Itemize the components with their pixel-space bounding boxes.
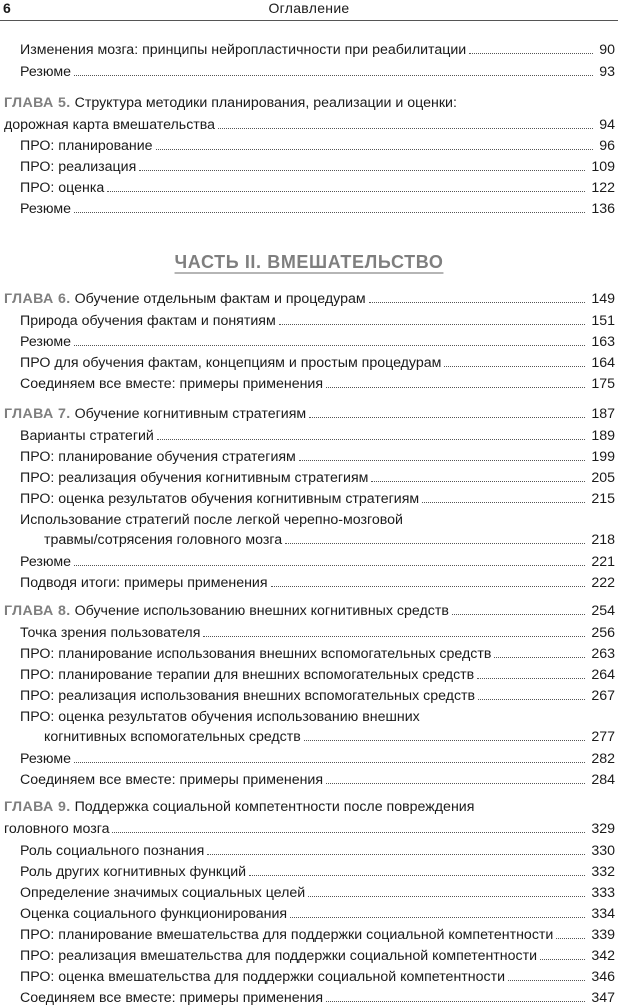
entry-text: Изменения мозга: принципы нейропластичности при реабилитации	[20, 42, 467, 58]
toc-entry	[0, 623, 618, 643]
toc-entry	[0, 862, 618, 882]
toc-entry	[0, 707, 618, 727]
toc-entry	[0, 727, 618, 747]
toc-entry-title	[4, 404, 306, 424]
toc-entry-title	[20, 468, 368, 488]
entry-text: Определение значимых социальных целей	[20, 885, 306, 901]
page-ref: 284	[591, 772, 615, 788]
entry-text: Обучение отдельным фактам и процедурам	[74, 291, 366, 307]
page-ref: 94	[599, 117, 615, 133]
page-ref: 347	[591, 990, 615, 1006]
dot-leader	[218, 128, 593, 129]
toc-entry	[0, 819, 618, 839]
page-ref: 263	[591, 646, 615, 662]
toc-entry-title	[20, 353, 441, 373]
page-ref: 93	[599, 64, 615, 80]
toc-chapter-entry	[0, 289, 618, 309]
toc-entry	[0, 353, 618, 373]
entry-text: ПРО: реализация использования внешних вспомогательных средств	[20, 688, 476, 704]
toc-entry-title	[20, 136, 153, 156]
toc-entry-title	[20, 447, 296, 467]
toc-entry-title	[20, 749, 71, 769]
toc-entry	[0, 904, 618, 924]
toc-chapter-entry	[0, 93, 618, 113]
entry-text: головного мозга	[4, 821, 110, 837]
dot-leader	[309, 417, 585, 418]
entry-text: ПРО для обучения фактам, концепциям и простым процедурам	[20, 355, 442, 371]
page-ref: 339	[591, 927, 615, 943]
page-ref: 329	[591, 821, 615, 837]
toc-entry	[0, 311, 618, 331]
entry-text: Резюме	[20, 751, 72, 767]
toc-entry-title	[20, 946, 537, 966]
toc-entry	[0, 199, 618, 219]
dot-leader	[299, 460, 585, 461]
entry-text: Соединяем все вместе: примеры применения	[20, 990, 324, 1006]
dot-leader	[207, 854, 585, 855]
dot-leader	[157, 439, 585, 440]
toc-entry-title	[20, 841, 204, 861]
entry-text: Точка зрения пользователя	[20, 625, 201, 641]
entry-text: ПРО: оценка вмешательства для поддержки социальной компетентности	[20, 969, 506, 985]
dot-leader	[107, 191, 585, 192]
page-ref: 277	[591, 729, 615, 745]
toc-entry-title	[20, 862, 246, 882]
toc-entry-title	[20, 510, 403, 530]
toc-entry	[0, 374, 618, 394]
entry-text: Роль социального познания	[20, 843, 205, 859]
toc-entry	[0, 946, 618, 966]
page-ref: 282	[591, 751, 615, 767]
dot-leader	[371, 481, 585, 482]
dot-leader	[452, 614, 585, 615]
entry-text: ПРО: планирование вмешательства для поддержки социальной компетентности	[20, 927, 554, 943]
page-ref: 90	[599, 42, 615, 58]
entry-text: Структура методики планирования, реализации и оценки:	[74, 95, 457, 111]
toc-entry	[0, 332, 618, 352]
toc-entry-title	[4, 115, 215, 135]
page-ref: 332	[591, 864, 615, 880]
page-number: 6	[3, 0, 11, 16]
toc-entry	[0, 770, 618, 790]
page-ref: 264	[591, 667, 615, 683]
dot-leader	[112, 832, 585, 833]
entry-text: Резюме	[20, 201, 72, 217]
page-ref: 109	[591, 159, 615, 175]
entry-text: Варианты стратегий	[20, 428, 154, 444]
toc-entry-title	[20, 62, 71, 82]
dot-leader	[249, 875, 585, 876]
page-ref: 175	[591, 376, 615, 392]
dot-leader	[494, 657, 585, 658]
entry-text: Соединяем все вместе: примеры применения	[20, 772, 324, 788]
toc-entry	[0, 883, 618, 903]
toc-entry-title	[4, 289, 366, 309]
dot-leader	[74, 212, 585, 213]
page-ref: 215	[591, 491, 615, 507]
toc-entry	[0, 426, 618, 446]
page-ref: 96	[599, 138, 615, 154]
toc-entry-title	[4, 601, 449, 621]
entry-text: Роль других когнитивных функций	[20, 864, 247, 880]
toc-entry-title	[20, 552, 71, 572]
dot-leader	[74, 345, 585, 346]
page-ref: 222	[591, 575, 615, 591]
toc-entry-title	[20, 988, 323, 1008]
chapter-label: ГЛАВА 7.	[4, 406, 71, 422]
entry-text: Поддержка социальной компетентности после повреждения	[74, 799, 475, 815]
entry-text: ПРО: планирование	[20, 138, 153, 154]
toc-entry-title	[4, 819, 109, 839]
page-ref: 122	[591, 180, 615, 196]
entry-text: Соединяем все вместе: примеры применения	[20, 376, 324, 392]
toc-entry-title	[20, 967, 505, 987]
toc-entry-title	[20, 665, 474, 685]
toc-entry	[0, 40, 618, 60]
toc-entry-title	[20, 904, 287, 924]
entry-text: ПРО: реализация	[20, 159, 137, 175]
toc-entry	[0, 157, 618, 177]
toc-entry-title	[20, 157, 136, 177]
entry-text: ПРО: оценка	[20, 180, 105, 196]
toc-entry	[0, 988, 618, 1008]
page-ref: 267	[591, 688, 615, 704]
dot-leader	[422, 502, 585, 503]
entry-text: Оценка социального функционирования	[20, 906, 288, 922]
toc-entry-title	[4, 93, 457, 113]
page-ref: 334	[591, 906, 615, 922]
page-ref: 199	[591, 449, 615, 465]
toc-entry	[0, 841, 618, 861]
entry-text: дорожная карта вмешательства	[4, 117, 216, 133]
running-header	[0, 0, 618, 21]
entry-text: ПРО: реализация обучения когнитивным стратегиям	[20, 470, 369, 486]
toc-entry	[0, 115, 618, 135]
entry-text: когнитивных вспомогательных средств	[44, 729, 301, 745]
toc-chapter-entry	[0, 601, 618, 621]
dot-leader	[556, 938, 585, 939]
dot-leader	[478, 699, 585, 700]
entry-text: ПРО: планирование обучения стратегиям	[20, 449, 296, 465]
chapter-label: ГЛАВА 9.	[4, 799, 71, 815]
dot-leader	[203, 636, 585, 637]
toc-entry-title	[4, 797, 474, 817]
toc-entry	[0, 967, 618, 987]
page-ref: 221	[591, 554, 615, 570]
entry-text: Природа обучения фактам и понятиям	[20, 313, 276, 329]
page-ref: 256	[591, 625, 615, 641]
page-ref: 151	[591, 313, 615, 329]
toc-entry	[0, 665, 618, 685]
toc-entry-title	[44, 530, 282, 550]
chapter-label: ГЛАВА 5.	[4, 95, 71, 111]
entry-text: ПРО: планирование терапии для внешних вспомогательных средств	[20, 667, 475, 683]
toc-entry-title	[20, 199, 71, 219]
entry-text: ПРО: оценка результатов обучения использованию внешних	[20, 709, 420, 725]
entry-text: Обучение использованию внешних когнитивных средств	[74, 603, 449, 619]
toc-entry-title	[20, 332, 71, 352]
toc-entry-title	[20, 573, 268, 593]
dot-leader	[540, 959, 585, 960]
toc-entry-title	[20, 770, 323, 790]
dot-leader	[139, 170, 585, 171]
dot-leader	[477, 678, 585, 679]
dot-leader	[508, 980, 585, 981]
dot-leader	[74, 75, 593, 76]
toc-entry	[0, 136, 618, 156]
page-ref: 136	[591, 201, 615, 217]
page-ref: 342	[591, 948, 615, 964]
toc-entry	[0, 510, 618, 530]
page-ref: 189	[591, 428, 615, 444]
entry-text: Резюме	[20, 334, 72, 350]
page-ref: 218	[591, 532, 615, 548]
dot-leader	[444, 366, 585, 367]
toc-entry-title	[20, 623, 200, 643]
toc-entry	[0, 530, 618, 550]
toc-entry	[0, 644, 618, 664]
dot-leader	[326, 783, 585, 784]
page-ref: 164	[591, 355, 615, 371]
running-title: Оглавление	[268, 0, 350, 16]
toc-entry-title	[20, 426, 154, 446]
toc-chapter-entry	[0, 797, 618, 817]
toc-entry-title	[20, 40, 466, 60]
toc-entry	[0, 489, 618, 509]
entry-text: ПРО: оценка результатов обучения когнитивным стратегиям	[20, 491, 420, 507]
part-heading: ЧАСТЬ II. ВМЕШАТЕЛЬСТВО	[174, 252, 444, 272]
toc-entry-title	[20, 707, 420, 727]
toc-entry-title	[20, 686, 475, 706]
dot-leader	[326, 387, 585, 388]
page-ref: 346	[591, 969, 615, 985]
page-ref: 330	[591, 843, 615, 859]
toc-entry-title	[20, 489, 419, 509]
page-ref: 205	[591, 470, 615, 486]
dot-leader	[279, 324, 585, 325]
toc-entry	[0, 468, 618, 488]
entry-text: Резюме	[20, 554, 72, 570]
toc-entry-title	[20, 925, 553, 945]
entry-text: Подводя итоги: примеры применения	[20, 575, 268, 591]
page-ref: 163	[591, 334, 615, 350]
entry-text: Использование стратегий после легкой черепно-мозговой	[20, 512, 403, 528]
page-ref: 254	[591, 603, 615, 619]
dot-leader	[304, 740, 585, 741]
dot-leader	[285, 543, 585, 544]
toc-entry	[0, 749, 618, 769]
chapter-label: ГЛАВА 8.	[4, 603, 71, 619]
dot-leader	[156, 149, 593, 150]
toc-entry	[0, 573, 618, 593]
toc-entry	[0, 686, 618, 706]
toc-entry-title	[44, 727, 301, 747]
toc-entry-title	[20, 883, 305, 903]
toc-entry	[0, 447, 618, 467]
dot-leader	[271, 586, 585, 587]
dot-leader	[290, 917, 585, 918]
toc-entry	[0, 178, 618, 198]
toc-entry-title	[20, 374, 323, 394]
toc-chapter-entry	[0, 404, 618, 424]
toc-entry	[0, 62, 618, 82]
chapter-label: ГЛАВА 6.	[4, 291, 71, 307]
toc-entry	[0, 552, 618, 572]
entry-text: ПРО: реализация вмешательства для поддержки социальной компетентности	[20, 948, 538, 964]
dot-leader	[369, 302, 585, 303]
dot-leader	[469, 53, 593, 54]
page-ref: 149	[591, 291, 615, 307]
page-ref: 333	[591, 885, 615, 901]
toc-entry	[0, 925, 618, 945]
entry-text: Обучение когнитивным стратегиям	[74, 406, 307, 422]
toc-entry-title	[20, 178, 104, 198]
entry-text: Резюме	[20, 64, 72, 80]
entry-text: ПРО: планирование использования внешних вспомогательных средств	[20, 646, 492, 662]
toc-entry-title	[20, 644, 491, 664]
dot-leader	[74, 762, 585, 763]
dot-leader	[74, 565, 585, 566]
toc-entry-title	[20, 311, 276, 331]
dot-leader	[308, 896, 585, 897]
dot-leader	[326, 1001, 585, 1002]
entry-text: травмы/сотрясения головного мозга	[44, 532, 283, 548]
page-ref: 187	[591, 406, 615, 422]
